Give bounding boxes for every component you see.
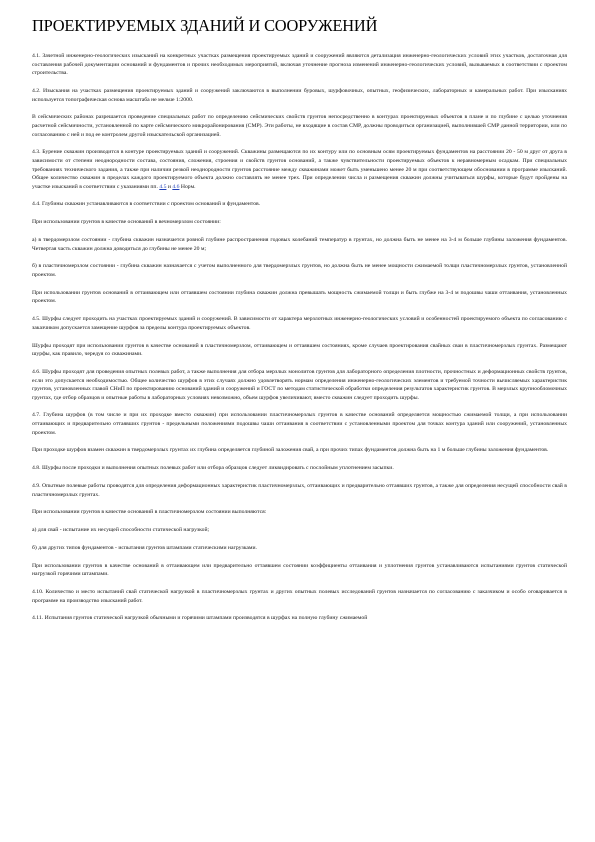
- page-title: ПРОЕКТИРУЕМЫХ ЗДАНИЙ И СООРУЖЕНИЙ: [32, 16, 378, 35]
- paragraph-pits-depth: При проходке шурфов взамен скважин в твердомерзлых грунтах их глубина определяется глубиной заложения свай, а при прочих типах фундаментов должна быть на 1 м больше глубины заложения фундаментов.: [32, 447, 549, 454]
- paragraph-4-11: 4.11. Испытания грунтов статической нагрузкой обычными и горячими штампами производятся в шурфах на полную глубину сжимаемой: [32, 615, 368, 622]
- paragraph-4-6: 4.6. Шурфы проходят для проведения опытных полевых работ, а также выполнения для отбора мерзлых монолитов грунтов для лабораторного определения плотности, прочностных и деформационных свойств грунтов, если это допускается необходимостью. Общее количество шурфов в этих случаях должно удовлетворять нормам определения инженерно-геологических элементов и требуемой точности вычисляемых характеристик грунтов, установленных главой СНиП по проектированию оснований зданий и сооружений и ГОСТ по методам статистической обработки определения результатов характеристик грунтов. В мерзлых крупнообломочных грунтах, где отбор образцов и опытные работы в лабораторных условиях невозможно, объем шурфов увеличивают, вместо скважин следует проходить шурфы.: [32, 368, 567, 401]
- paragraph-item-b-foundations: б) для других типов фундаментов - испытания грунтов штампами статическими нагрузками.: [32, 544, 257, 551]
- paragraph-item-a-hard-frozen: а) в твердомерзлом состоянии - глубина скважин назначается ровной глубине распространения годовых колебаний температур в грунтах, но должна быть не менее на 3-4 м больше глубины заложения фундаментов. Четвертая часть скважин должна доводиться до глубины не менее 20 м;: [32, 237, 567, 252]
- paragraph-4-4: 4.4. Глубины скважин устанавливаются в соответствии с проектом оснований и фундаментов.: [32, 201, 261, 208]
- paragraph-4-10: 4.10. Количество и место испытаний свай статической нагрузкой в пластичномерзлых грунтах и других опытных полевых исследований грунтов назначается по согласованию с заказчиком и особо оговаривается в программе на производство изысканий работ.: [32, 589, 567, 604]
- paragraph-item-a-piles: а) для свай - испытание их несущей способности статической нагрузкой;: [32, 527, 210, 534]
- paragraph-item-b-plastic-frozen: б) в пластичномерзлом состоянии - глубина скважин назначается с учетом выполненного для твердомерзлых грунтов, но должна быть не менее мощности сжимаемой толщи пластичномерзлых грунтов, установленной проектом.: [32, 263, 567, 278]
- paragraph-4-5: 4.5. Шурфы следует проходить на участках проектируемых зданий и сооружений. В зависимости от характера мерзлотных инженерно-геологических условий и особенностей проектируемого объекта по согласованию с заказчиком допускается замещение шурфов за пределы контура проектируемых объектов.: [32, 316, 567, 331]
- document-body: [32, 52, 567, 632]
- paragraph-4-1: 4.1. Зачетной инженерно-геологических изысканий на конкретных участках размещения проектируемых зданий и сооружений являются детализация инженерно-геологических условий этих участков, достаточная для составления рабочей документации оснований и фундаментов и прочих необходимых мероприятий, включая уточнение прогноза изменений инженерно-геологических условий, вызываемых в соответствии с проектом строительства.: [32, 53, 567, 77]
- paragraph-4-7: 4.7. Глубина шурфов (в том числе и при их проходке вместо скважин) при использовании пластичномерзлых грунтов в качестве оснований определяется мощностью сжимаемой толщи, а при использовании оттаивающих и предварительно оттаявших грунтов - предельными положениями подошвы чаши оттаивания в соответствии с установленными проектом для точках контура зданий или сооружений, установленных проектом.: [32, 412, 567, 436]
- paragraph-4-8: 4.8. Шурфы после проходки и выполнения опытных полевых работ или отбора образцов следует ликвидировать с послойным уплотнением засыпки.: [32, 465, 394, 472]
- paragraph-4-2: 4.2. Изыскания на участках размещения проектируемых зданий и сооружений заключаются в выполнении буровых, шурфовочных, опытных, геофизических, лабораторных и камеральных работ. При изысканиях используется топографическая основа масштаба не мельче 1:2000.: [32, 87, 567, 103]
- norm-reference-link-2[interactable]: 4.6: [172, 183, 180, 190]
- paragraph-thawing-coefficients: При использовании грунтов в качестве оснований в оттаивающем или предварительно оттаявшем состоянии коэффициенты оттаивания и уплотнения грунтов устанавливаются испытаниями грунтов статической нагрузкой горячими штампами.: [32, 562, 567, 578]
- paragraph-4-9: 4.9. Опытные полевые работы проводятся для определения деформационных характеристик пластичномерзлых, оттаивающих и предварительно оттаявших грунтов, а также для определения несущей способности свай в пластичномерзлых грунтах.: [32, 483, 567, 498]
- paragraph-thawing: При использовании грунтов оснований в оттаивающем или оттаявшем состоянии глубина скважин должна превышать мощность сжимаемой толщи и быть глубже на 3-4 м подошвы чаши оттаивания, установленных проектом.: [32, 289, 567, 305]
- paragraph-frozen-intro: При использовании грунтов в качестве оснований в вечномерзлом состоянии:: [32, 219, 221, 226]
- paragraph-4-3: 4.3. Бурение скважин производится в контуре проектируемых зданий и сооружений. Скважины размещаются по их контуру или по основным осям проектируемых фундаментов на расстоянии 20 - 50 м друг от друга в зависимости от степени неоднородности состава, состояния, сложения, строения и свойств грунтов оснований, а также чувствительности проектируемых объектов к неравномерным осадкам. При специальных требованиях технического задания, а также при наличии резкой неоднородности грунтов расстояние между скважинами может быть уменьшено менее 20 м при соответствующем обосновании в программе изысканий. Общее количество скважин в пределах каждого проектируемого объекта должно составлять не менее трех. При определении числа и размещения скважин должны учитываться шурфы, которые будут пройдены на участке изысканий в соответствии с указаниями пп. 4.5 и 4.6 Норм.: [32, 149, 567, 190]
- paragraph-pits-placement: Шурфы проходят при использовании грунтов в качестве оснований в пластичномерзлом, оттаивающем и оттаявшем состояниях, кроме случаев проектирования свайных сваи в пластичномерзлых грунтах. Размещают шурфы, как правило, чередуя со скважинами.: [32, 342, 567, 358]
- norm-reference-link-1[interactable]: 4.5: [159, 183, 167, 190]
- paragraph-plastic-intro: При использовании грунтов в качестве оснований в пластичномерзлом состоянии выполняются:: [32, 509, 267, 516]
- paragraph-seismic: В сейсмических районах разрешается проведение специальных работ по определению сейсмических свойств грунтов непосредственно в контурах проектируемых объектов в плане и по глубине с целью уточнения расчетной сейсмичности, установленной по карте сейсмического микрорайонирования (СМР). Эти работы, не входящие в состав СМР, должны проводиться организацией, выполнившей СМР данной территории, или по согласованию с ней и под ее контролем другой изыскательской организацией.: [32, 114, 567, 138]
